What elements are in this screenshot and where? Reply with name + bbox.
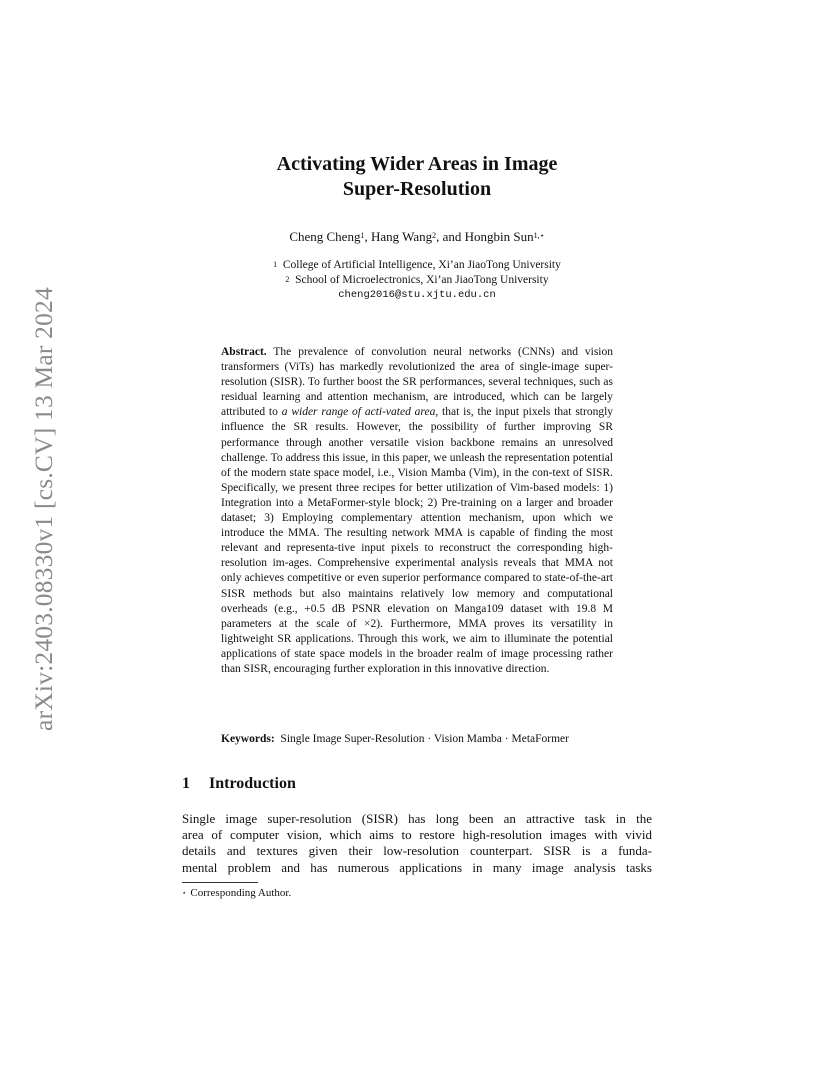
author-affiliation-mark: 1 bbox=[360, 231, 365, 240]
author-name: Hongbin Sun bbox=[464, 229, 534, 244]
paper-title-line-1: Activating Wider Areas in Image bbox=[276, 153, 558, 175]
affiliation-mark: 1 bbox=[273, 260, 278, 269]
abstract bbox=[221, 345, 613, 677]
contact-email: cheng2016@stu.xjtu.edu.cn bbox=[338, 289, 496, 301]
keywords-text: Single Image Super-Resolution · Vision Mamba · MetaFormer bbox=[280, 733, 569, 745]
abstract-text-part-2: , that is, the input pixels that strongly influence the SR results. However, the possibility of further improving SR performance through another versatile vision backbone remains an unresolved challenge. To address this issue, in this paper, we unleash the representation potential of the modern state space model, i.e., Vision Mamba (Vim), in the con-text of SISR. Specifically, we present three recipes for better utilization of Vim-based models: 1) Integration into a MetaFormer-style block; 2) Pre-training on a larger and broader dataset; 3) Employing complementary attention mechanism, upon which we introduce the MMA. The resulting network MMA is capable of finding the most relevant and representa-tive input pixels to reconstruct the corresponding high-resolution im-ages. Comprehensive experimental analysis reveals that MMA not only achieves competitive or even superior performance compared to state-of-the-art SISR methods but also maintains relatively low memory and computational overheads (e.g., +0.5 dB PSNR elevation on Manga109 dataset with 19.8 M parameters at the scale of ×2). Furthermore, MMA proves its versatility in lightweight SR applications. Through this work, we aim to illuminate the potential applications of state space models in the broader realm of image processing rather than SISR, encouraging further exploration in this innovative direction. bbox=[221, 406, 614, 675]
arxiv-identifier-stamp bbox=[27, 283, 61, 734]
section-number: 1 bbox=[182, 775, 190, 792]
author-affiliation-mark: 2 bbox=[432, 231, 437, 240]
paper-title bbox=[180, 152, 654, 202]
introduction-paragraph bbox=[182, 811, 652, 876]
author-separator: , and bbox=[436, 229, 465, 244]
footnote-mark: ⋆ bbox=[182, 889, 187, 897]
affiliation-text: College of Artificial Intelligence, Xi’an JiaoTong University bbox=[282, 259, 561, 271]
keywords-label: Keywords: bbox=[221, 733, 275, 745]
paper-title-line-2: Super-Resolution bbox=[342, 178, 492, 200]
paragraph-line: Single image super-resolution (SISR) has long been an attractive task in the bbox=[182, 811, 652, 826]
section-title: Introduction bbox=[209, 775, 296, 792]
arxiv-identifier-text: arXiv:2403.08330v1 [cs.CV] 13 Mar 2024 bbox=[29, 286, 58, 731]
abstract-emphasis: a wider range of acti-vated area bbox=[281, 406, 436, 419]
author-name: Hang Wang bbox=[370, 229, 433, 244]
footnote-rule bbox=[182, 882, 258, 883]
paragraph-line: details and textures given their low-resolution counterpart. SISR is a funda- bbox=[182, 843, 652, 859]
affiliation-line bbox=[180, 258, 654, 273]
section-heading-introduction bbox=[182, 774, 296, 794]
affiliation-line bbox=[180, 273, 654, 288]
paragraph-line: area of computer vision, which aims to restore high-resolution images with vivid bbox=[182, 827, 652, 843]
footnote-text: Corresponding Author. bbox=[190, 887, 292, 899]
author-affiliation-mark: 1,⋆ bbox=[533, 231, 545, 240]
footnote bbox=[182, 886, 291, 900]
abstract-text-part-1: The prevalence of convolution neural networks (CNNs) and vision transformers (ViTs) has markedly revolutionized the area of single-image super-resolution (SISR). To further boost the SR performances, several techniques, such as residual learning and attention mechanism, are introduced, which can be largely attributed to bbox=[221, 346, 613, 419]
author-list bbox=[180, 229, 654, 245]
affiliation-block bbox=[180, 258, 654, 303]
affiliation-mark: 2 bbox=[285, 275, 290, 284]
keywords bbox=[221, 732, 641, 747]
abstract-label: Abstract. bbox=[221, 346, 267, 358]
affiliation-text: School of Microelectronics, Xi’an JiaoTong University bbox=[295, 274, 549, 286]
paragraph-line: mental problem and has numerous applications in many image analysis tasks bbox=[182, 859, 652, 875]
author-name: Cheng Cheng bbox=[289, 229, 361, 244]
author-separator: , bbox=[364, 229, 371, 244]
